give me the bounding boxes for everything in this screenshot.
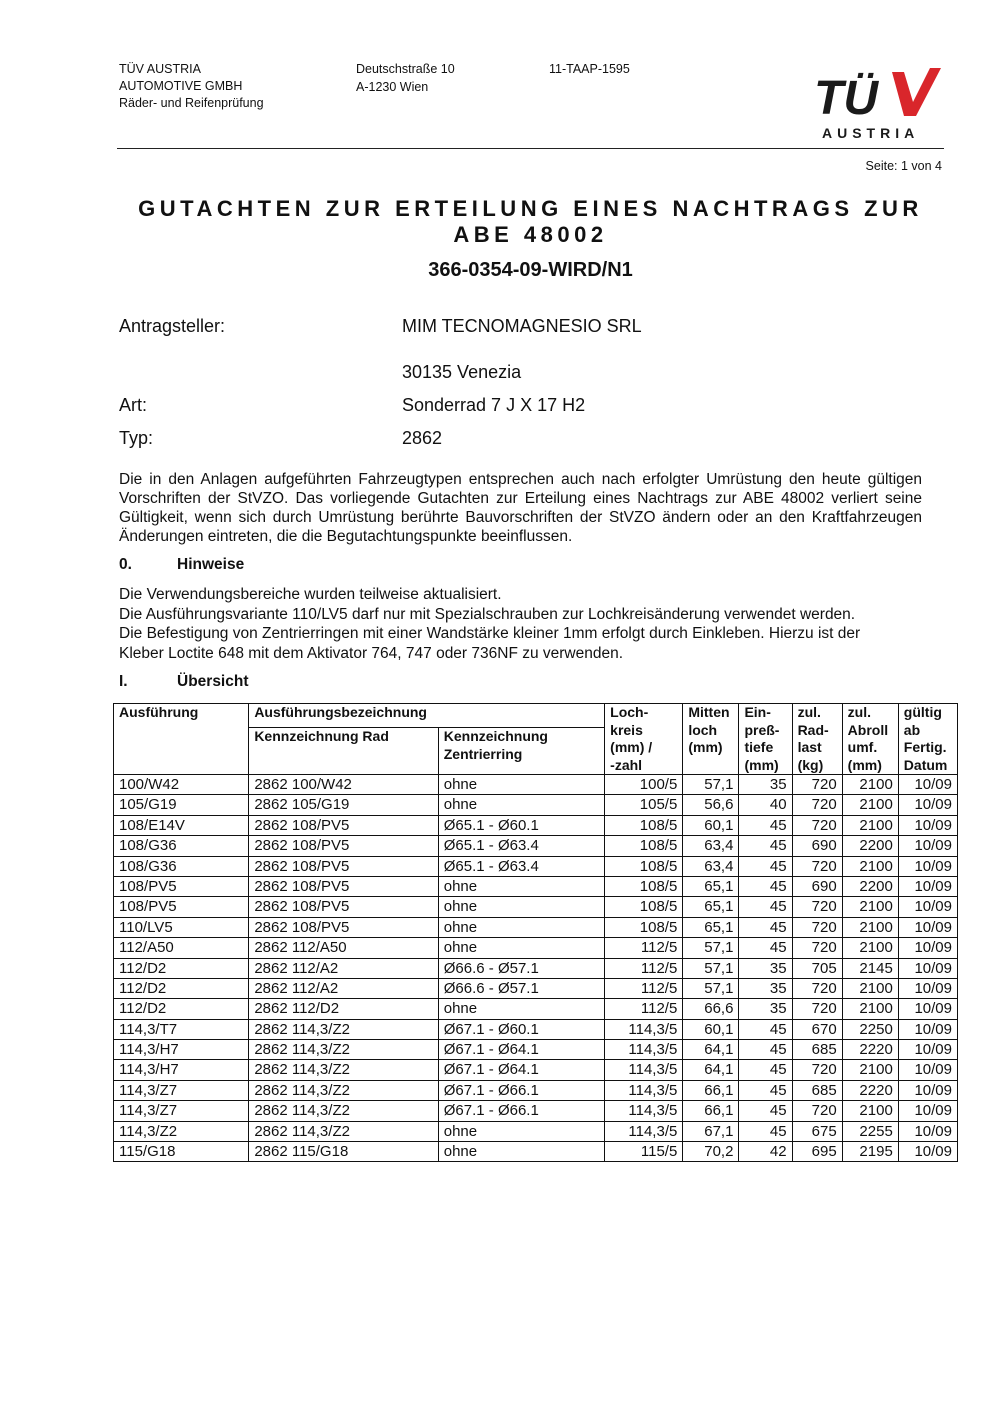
cell-abrollumfang: 2195 [842,1142,898,1162]
cell-lochkreis: 108/5 [605,856,683,876]
table-row [114,938,958,958]
cell-kennzeichnung-rad: 2862 114,3/Z2 [249,1040,438,1060]
table-row [114,1060,958,1080]
cell-abrollumfang: 2100 [842,795,898,815]
cell-mittenloch: 65,1 [683,876,739,896]
cell-mittenloch: 60,1 [683,1019,739,1039]
cell-radlast: 720 [792,1101,842,1121]
cell-einpresstiefe: 35 [739,958,792,978]
cell-radlast: 690 [792,836,842,856]
cell-lochkreis: 108/5 [605,815,683,835]
cell-kennzeichnung-zentrierring: ohne [438,897,604,917]
cell-einpresstiefe: 45 [739,1101,792,1121]
header-text: (mm) [744,756,779,773]
cell-gueltig-ab: 10/09 [898,1019,957,1039]
header-text: zul. [797,704,821,720]
cell-kennzeichnung-zentrierring: ohne [438,876,604,896]
table-row [114,958,958,978]
cell-lochkreis: 108/5 [605,836,683,856]
table-row [114,876,958,896]
header-text: (mm) / [610,739,653,755]
section-0-number: 0. [119,556,132,573]
cell-lochkreis: 114,3/5 [605,1060,683,1080]
tuv-logo-icon [812,62,944,142]
cell-kennzeichnung-zentrierring: Ø65.1 - Ø60.1 [438,815,604,835]
document-title-line2: ABE 48002 [453,222,608,247]
cell-ausfuehrung: 110/LV5 [114,917,249,937]
cell-kennzeichnung-rad: 2862 108/PV5 [249,876,438,896]
table-row [114,917,958,937]
cell-radlast: 720 [792,1060,842,1080]
col-header-einpresstiefe [739,704,792,775]
cell-mittenloch: 66,6 [683,999,739,1019]
cell-ausfuehrung: 112/D2 [114,978,249,998]
cell-lochkreis: 108/5 [605,897,683,917]
cell-abrollumfang: 2145 [842,958,898,978]
cell-mittenloch: 57,1 [683,775,739,795]
cell-ausfuehrung: 108/E14V [114,815,249,835]
cell-mittenloch: 70,2 [683,1142,739,1162]
cell-radlast: 720 [792,917,842,937]
cell-einpresstiefe: 45 [739,876,792,896]
cell-lochkreis: 115/5 [605,1142,683,1162]
table-row [114,795,958,815]
table-row [114,836,958,856]
cell-abrollumfang: 2100 [842,897,898,917]
cell-lochkreis: 112/5 [605,938,683,958]
cell-radlast: 720 [792,978,842,998]
cell-mittenloch: 63,4 [683,836,739,856]
address-street: Deutschstraße 10 [356,62,455,76]
header-text: Rad- [797,721,829,738]
cell-gueltig-ab: 10/09 [898,938,957,958]
reference-number: 11-TAAP-1595 [549,62,630,76]
company-division: AUTOMOTIVE GMBH [119,79,243,93]
cell-einpresstiefe: 45 [739,938,792,958]
cell-gueltig-ab: 10/09 [898,1142,957,1162]
cell-kennzeichnung-zentrierring: Ø66.6 - Ø57.1 [438,958,604,978]
cell-ausfuehrung: 115/G18 [114,1142,249,1162]
cell-einpresstiefe: 45 [739,897,792,917]
col-header-kennzeichnung-zentrierring: Kennzeichnung Zentrierring [438,728,604,775]
cell-ausfuehrung: 114,3/H7 [114,1040,249,1060]
cell-abrollumfang: 2100 [842,978,898,998]
cell-mittenloch: 66,1 [683,1101,739,1121]
cell-gueltig-ab: 10/09 [898,1040,957,1060]
cell-radlast: 720 [792,775,842,795]
company-block [119,61,264,112]
header-text: Datum [903,756,948,773]
cell-abrollumfang: 2255 [842,1121,898,1141]
cell-einpresstiefe: 35 [739,775,792,795]
cell-ausfuehrung: 114,3/Z2 [114,1121,249,1141]
cell-radlast: 720 [792,938,842,958]
cell-mittenloch: 65,1 [683,917,739,937]
cell-ausfuehrung: 112/D2 [114,958,249,978]
cell-einpresstiefe: 45 [739,917,792,937]
cell-lochkreis: 114,3/5 [605,1121,683,1141]
cell-einpresstiefe: 45 [739,1121,792,1141]
cell-lochkreis: 108/5 [605,917,683,937]
cell-gueltig-ab: 10/09 [898,1121,957,1141]
table-row [114,856,958,876]
cell-radlast: 685 [792,1080,842,1100]
cell-abrollumfang: 2200 [842,836,898,856]
cell-abrollumfang: 2100 [842,917,898,937]
cell-ausfuehrung: 114,3/T7 [114,1019,249,1039]
cell-gueltig-ab: 10/09 [898,958,957,978]
cell-kennzeichnung-rad: 2862 108/PV5 [249,917,438,937]
antragsteller-city: 30135 Venezia [402,362,522,382]
cell-kennzeichnung-rad: 2862 108/PV5 [249,836,438,856]
header-text: Ein- [744,704,771,720]
cell-kennzeichnung-rad: 2862 112/D2 [249,999,438,1019]
header-text: kreis [610,721,643,738]
cell-kennzeichnung-zentrierring: ohne [438,795,604,815]
cell-einpresstiefe: 45 [739,1080,792,1100]
cell-kennzeichnung-rad: 2862 105/G19 [249,795,438,815]
antragsteller-label: Antragsteller: [119,316,226,336]
document-number: 366-0354-09-WIRD/N1 [428,259,633,281]
header-text: (mm) [847,756,882,773]
cell-gueltig-ab: 10/09 [898,999,957,1019]
cell-abrollumfang: 2100 [842,1060,898,1080]
intro-paragraph: Die in den Anlagen aufgeführten Fahrzeugtypen entsprechen auch nach erfolgter Umrüstung den heute gültigen Vorschriften der StVZO. Das vorliegende Gutachten zur Erteilung eines Nachtrags zur ABE 48002 verliert seine Gültigkeit, wenn sich durch Umrüstung berührte Bauvorschriften der StVZO ändern oder an den Kraftfahrzeugen Änderungen eintreten, die die Begutachtungspunkte beeinflussen. [119,471,922,545]
cell-abrollumfang: 2100 [842,999,898,1019]
table-row [114,897,958,917]
header-text: tiefe [744,739,774,755]
header-text: Mitten [688,704,730,720]
cell-mittenloch: 66,1 [683,1080,739,1100]
cell-lochkreis: 112/5 [605,999,683,1019]
cell-gueltig-ab: 10/09 [898,978,957,998]
cell-gueltig-ab: 10/09 [898,1101,957,1121]
section-0-title: Hinweise [177,556,245,573]
cell-kennzeichnung-zentrierring: Ø66.6 - Ø57.1 [438,978,604,998]
cell-mittenloch: 67,1 [683,1121,739,1141]
cell-kennzeichnung-zentrierring: ohne [438,917,604,937]
cell-mittenloch: 65,1 [683,897,739,917]
cell-lochkreis: 112/5 [605,958,683,978]
cell-ausfuehrung: 108/PV5 [114,897,249,917]
cell-ausfuehrung: 112/D2 [114,999,249,1019]
company-department: Räder- und Reifenprüfung [119,96,264,110]
hinweis-line: Kleber Loctite 648 mit dem Aktivator 764, 747 oder 736NF zu verwenden. [119,644,624,662]
hinweise-text [119,585,939,663]
cell-gueltig-ab: 10/09 [898,876,957,896]
cell-einpresstiefe: 45 [739,1060,792,1080]
table-row [114,1142,958,1162]
art-value: Sonderrad 7 J X 17 H2 [402,395,586,415]
cell-gueltig-ab: 10/09 [898,836,957,856]
header-text: Abroll [847,721,889,738]
header-divider [117,148,944,149]
cell-gueltig-ab: 10/09 [898,856,957,876]
cell-radlast: 720 [792,815,842,835]
hinweis-line: Die Verwendungsbereiche wurden teilweise aktualisiert. [119,586,502,603]
cell-radlast: 690 [792,876,842,896]
cell-ausfuehrung: 108/G36 [114,836,249,856]
cell-kennzeichnung-rad: 2862 108/PV5 [249,856,438,876]
cell-kennzeichnung-zentrierring: ohne [438,1121,604,1141]
cell-lochkreis: 114,3/5 [605,1019,683,1039]
section-1-number: I. [119,673,128,690]
table-row [114,1080,958,1100]
cell-einpresstiefe: 45 [739,815,792,835]
header-text: preß- [744,721,780,738]
cell-ausfuehrung: 114,3/H7 [114,1060,249,1080]
address-city: A-1230 Wien [356,80,429,94]
cell-einpresstiefe: 35 [739,978,792,998]
cell-radlast: 685 [792,1040,842,1060]
page-indicator: Seite: 1 von 4 [865,159,942,173]
cell-lochkreis: 105/5 [605,795,683,815]
cell-gueltig-ab: 10/09 [898,775,957,795]
cell-mittenloch: 60,1 [683,815,739,835]
antragsteller-value: MIM TECNOMAGNESIO SRL [402,316,642,336]
cell-einpresstiefe: 45 [739,1019,792,1039]
cell-radlast: 705 [792,958,842,978]
cell-ausfuehrung: 114,3/Z7 [114,1101,249,1121]
cell-abrollumfang: 2200 [842,876,898,896]
tuv-austria-logo [812,62,944,142]
cell-radlast: 720 [792,897,842,917]
cell-lochkreis: 108/5 [605,876,683,896]
cell-kennzeichnung-zentrierring: ohne [438,938,604,958]
table-row [114,1101,958,1121]
cell-abrollumfang: 2100 [842,815,898,835]
cell-einpresstiefe: 42 [739,1142,792,1162]
cell-mittenloch: 64,1 [683,1040,739,1060]
cell-gueltig-ab: 10/09 [898,795,957,815]
table-row [114,775,958,795]
cell-kennzeichnung-rad: 2862 108/PV5 [249,815,438,835]
cell-kennzeichnung-zentrierring: ohne [438,775,604,795]
section-1-title: Übersicht [177,673,249,690]
cell-radlast: 670 [792,1019,842,1039]
header-text: loch [688,721,718,738]
overview-table [113,703,958,1162]
col-header-kennzeichnung-rad: Kennzeichnung Rad [249,728,438,775]
table-row [114,815,958,835]
document-title-line1: GUTACHTEN ZUR ERTEILUNG EINES NACHTRAGS ZUR [138,196,923,221]
col-header-lochkreis [605,704,683,775]
cell-lochkreis: 114,3/5 [605,1101,683,1121]
cell-kennzeichnung-rad: 2862 114,3/Z2 [249,1101,438,1121]
header-text: -zahl [610,756,643,773]
cell-lochkreis: 114,3/5 [605,1040,683,1060]
cell-kennzeichnung-zentrierring: Ø67.1 - Ø64.1 [438,1060,604,1080]
cell-kennzeichnung-rad: 2862 108/PV5 [249,897,438,917]
logo-austria-text: AUSTRIA [822,125,920,141]
cell-mittenloch: 57,1 [683,978,739,998]
cell-gueltig-ab: 10/09 [898,815,957,835]
header-text: zul. [847,704,872,720]
cell-kennzeichnung-zentrierring: Ø65.1 - Ø63.4 [438,856,604,876]
col-header-ausfuehrung: Ausführung [114,704,249,775]
cell-kennzeichnung-rad: 2862 112/A2 [249,958,438,978]
company-name: TÜV AUSTRIA [119,62,201,76]
cell-radlast: 675 [792,1121,842,1141]
cell-lochkreis: 114,3/5 [605,1080,683,1100]
table-row [114,1040,958,1060]
cell-abrollumfang: 2100 [842,856,898,876]
table-row [114,978,958,998]
art-label: Art: [119,395,148,415]
cell-kennzeichnung-zentrierring: Ø67.1 - Ø66.1 [438,1101,604,1121]
cell-lochkreis: 112/5 [605,978,683,998]
table-row [114,1019,958,1039]
col-header-bezeichnung: Ausführungsbezeichnung [249,704,605,728]
cell-ausfuehrung: 114,3/Z7 [114,1080,249,1100]
cell-mittenloch: 57,1 [683,938,739,958]
col-header-abrollumfang [842,704,898,775]
cell-ausfuehrung: 108/G36 [114,856,249,876]
cell-abrollumfang: 2220 [842,1080,898,1100]
cell-kennzeichnung-rad: 2862 112/A50 [249,938,438,958]
cell-abrollumfang: 2100 [842,775,898,795]
cell-abrollumfang: 2100 [842,938,898,958]
cell-mittenloch: 64,1 [683,1060,739,1080]
cell-einpresstiefe: 35 [739,999,792,1019]
logo-tu-letters: TÜ [814,72,878,125]
cell-abrollumfang: 2220 [842,1040,898,1060]
cell-kennzeichnung-zentrierring: ohne [438,999,604,1019]
overview-table-body [114,775,958,1162]
hinweis-line: Die Ausführungsvariante 110/LV5 darf nur mit Spezialschrauben zur Lochkreisänderung verwendet werden. [119,605,856,623]
cell-ausfuehrung: 105/G19 [114,795,249,815]
cell-gueltig-ab: 10/09 [898,1060,957,1080]
cell-radlast: 720 [792,999,842,1019]
cell-kennzeichnung-zentrierring: ohne [438,1142,604,1162]
table-row [114,1121,958,1141]
cell-abrollumfang: 2100 [842,1101,898,1121]
cell-einpresstiefe: 45 [739,836,792,856]
cell-einpresstiefe: 40 [739,795,792,815]
typ-value: 2862 [402,428,443,448]
cell-kennzeichnung-zentrierring: Ø67.1 - Ø66.1 [438,1080,604,1100]
cell-kennzeichnung-rad: 2862 112/A2 [249,978,438,998]
cell-mittenloch: 63,4 [683,856,739,876]
header-text: (kg) [797,756,824,773]
header-text: Fertig. [903,739,947,755]
cell-mittenloch: 57,1 [683,958,739,978]
cell-kennzeichnung-rad: 2862 100/W42 [249,775,438,795]
cell-gueltig-ab: 10/09 [898,917,957,937]
cell-radlast: 695 [792,1142,842,1162]
cell-kennzeichnung-rad: 2862 114,3/Z2 [249,1060,438,1080]
hinweis-line: Die Befestigung von Zentrierringen mit einer Wandstärke kleiner 1mm erfolgt durch Einkleben. Hierzu ist der [119,625,861,642]
cell-einpresstiefe: 45 [739,1040,792,1060]
cell-kennzeichnung-zentrierring: Ø67.1 - Ø60.1 [438,1019,604,1039]
header-text: ab [903,721,921,738]
cell-kennzeichnung-zentrierring: Ø65.1 - Ø63.4 [438,836,604,856]
logo-v-mark [892,68,941,116]
cell-kennzeichnung-rad: 2862 114,3/Z2 [249,1019,438,1039]
cell-mittenloch: 56,6 [683,795,739,815]
header-text: gültig [903,704,942,720]
cell-abrollumfang: 2250 [842,1019,898,1039]
header-text: (mm) [688,739,723,755]
col-header-gueltig [898,704,957,775]
cell-ausfuehrung: 100/W42 [114,775,249,795]
header-text: umf. [847,739,878,755]
cell-lochkreis: 100/5 [605,775,683,795]
cell-kennzeichnung-rad: 2862 115/G18 [249,1142,438,1162]
cell-kennzeichnung-zentrierring: Ø67.1 - Ø64.1 [438,1040,604,1060]
cell-radlast: 720 [792,856,842,876]
cell-kennzeichnung-rad: 2862 114,3/Z2 [249,1121,438,1141]
cell-ausfuehrung: 108/PV5 [114,876,249,896]
typ-label: Typ: [119,428,154,448]
cell-ausfuehrung: 112/A50 [114,938,249,958]
header-text: Loch- [610,704,649,720]
cell-gueltig-ab: 10/09 [898,1080,957,1100]
address-block [356,61,455,96]
cell-kennzeichnung-rad: 2862 114,3/Z2 [249,1080,438,1100]
cell-radlast: 720 [792,795,842,815]
cell-einpresstiefe: 45 [739,856,792,876]
col-header-radlast [792,704,842,775]
header-text: last [797,739,822,755]
table-row [114,999,958,1019]
cell-gueltig-ab: 10/09 [898,897,957,917]
col-header-mittenloch [683,704,739,775]
